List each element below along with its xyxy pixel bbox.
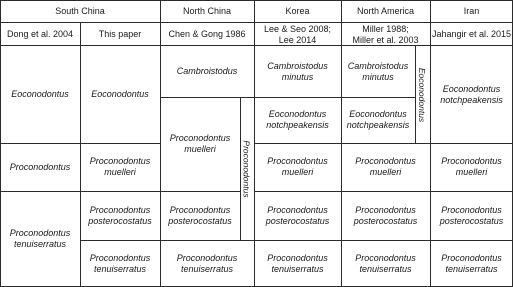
zone-na-notchpeakensis-species: notchpeakensis bbox=[346, 120, 410, 130]
zone-nc-muelleri-genus: Proconodontus bbox=[169, 133, 231, 143]
zone-na-posterocostatus bbox=[341, 191, 430, 240]
zone-dong-eoconodontus: Eoconodontus bbox=[11, 89, 69, 99]
zone-kr-minutus-species: minutus bbox=[281, 71, 314, 82]
zone-nc-proconodontus-vertical bbox=[240, 97, 254, 240]
zone-kr-minutus-genus: Cambroistodus bbox=[267, 60, 328, 71]
zone-tp-muelleri bbox=[80, 143, 160, 191]
region-header-north-america: North America bbox=[356, 6, 415, 16]
zone-na-minutus-genus: Cambroistodus bbox=[347, 60, 409, 71]
source-header-na-line-1: Miller 1988; bbox=[362, 23, 409, 34]
zone-na-muelleri bbox=[341, 143, 430, 191]
source-header-korea-line-2: Lee 2014 bbox=[278, 34, 317, 45]
region-header-korea: Korea bbox=[285, 6, 310, 16]
source-header-this-paper: This paper bbox=[98, 29, 142, 39]
zone-na-minutus-species: minutus bbox=[362, 71, 394, 82]
zone-ir-tenuiserratus-genus: Proconodontus bbox=[441, 252, 502, 263]
zone-dong-proconodontus: Proconodontus bbox=[9, 161, 71, 172]
zone-nc-tenuiserratus bbox=[160, 240, 254, 287]
zone-tp-muelleri-genus: Proconodontus bbox=[89, 156, 151, 166]
zone-tp-muelleri-species: muelleri bbox=[104, 167, 136, 177]
zone-tp-posterocostatus-genus: Proconodontus bbox=[89, 204, 151, 215]
zone-kr-notchpeakensis bbox=[254, 97, 341, 143]
zone-dong-tenuiserratus bbox=[0, 191, 80, 287]
source-header-dong: Dong et al. 2004 bbox=[6, 29, 74, 39]
zone-kr-muelleri-species: muelleri bbox=[281, 167, 314, 177]
zone-na-notchpeakensis bbox=[341, 97, 415, 143]
zone-tp-posterocostatus-species: posterocostatus bbox=[88, 215, 152, 226]
zone-dong-tenuiserratus-species: tenuiserratus bbox=[13, 239, 67, 249]
zone-ir-posterocostatus-genus: Proconodontus bbox=[441, 204, 502, 215]
source-header-korea-line-1: Lee & Seo 2008; bbox=[263, 23, 332, 34]
zone-na-tenuiserratus-genus: Proconodontus bbox=[355, 252, 416, 263]
zone-ir-muelleri-species: muelleri bbox=[455, 167, 488, 177]
zone-ir-tenuiserratus-species: tenuiserratus bbox=[445, 263, 498, 274]
zone-kr-notchpeakensis-species: notchpeakensis bbox=[266, 120, 329, 130]
zone-na-notchpeakensis-genus: Eoconodontus bbox=[349, 109, 407, 119]
zone-ir-tenuiserratus bbox=[430, 240, 513, 287]
zone-tp-posterocostatus bbox=[80, 191, 160, 240]
zone-nc-posterocostatus-genus: Proconodontus bbox=[169, 204, 231, 215]
zone-ir-posterocostatus bbox=[430, 191, 513, 240]
zone-nc-cambroistodus: Cambroistodus bbox=[176, 66, 238, 76]
zone-dong-tenuiserratus-genus: Proconodontus bbox=[9, 228, 71, 238]
zone-kr-minutus bbox=[254, 46, 341, 97]
zone-na-muelleri-species: muelleri bbox=[369, 167, 402, 177]
zone-ir-notchpeakensis bbox=[430, 46, 513, 143]
zone-ir-notchpeakensis-genus: Eoconodontus bbox=[442, 83, 501, 94]
zone-tp-eoconodontus: Eoconodontus bbox=[91, 89, 149, 99]
zone-na-tenuiserratus-species: tenuiserratus bbox=[359, 263, 412, 274]
source-header-korea bbox=[254, 23, 341, 46]
zone-nc-tenuiserratus-genus: Proconodontus bbox=[176, 252, 238, 263]
zone-na-posterocostatus-species: posterocostatus bbox=[353, 215, 418, 226]
source-header-north-america bbox=[341, 23, 430, 46]
zone-ir-muelleri-genus: Proconodontus bbox=[441, 156, 502, 166]
zone-na-posterocostatus-genus: Proconodontus bbox=[355, 204, 416, 215]
zone-ir-notchpeakensis-species: notchpeakensis bbox=[440, 94, 503, 105]
region-header-north-china: North China bbox=[182, 6, 232, 16]
region-header-iran: Iran bbox=[463, 6, 480, 16]
zone-nc-posterocostatus bbox=[160, 191, 240, 240]
zone-nc-muelleri-species: muelleri bbox=[184, 144, 216, 154]
zone-na-eoconodontus-vertical bbox=[415, 46, 430, 143]
source-header-na-line-2: Miller et al. 2003 bbox=[352, 34, 419, 45]
zone-ir-muelleri bbox=[430, 143, 513, 191]
zone-kr-tenuiserratus bbox=[254, 240, 341, 287]
zone-na-tenuiserratus bbox=[341, 240, 430, 287]
zone-ir-posterocostatus-species: posterocostatus bbox=[439, 215, 504, 226]
zone-tp-tenuiserratus-genus: Proconodontus bbox=[89, 252, 151, 263]
zone-tp-tenuiserratus-species: tenuiserratus bbox=[93, 263, 147, 274]
zone-na-eoconodontus-vertical-text: Eoconodontus bbox=[417, 67, 428, 122]
zone-kr-muelleri-genus: Proconodontus bbox=[267, 156, 328, 166]
zone-kr-posterocostatus-species: posterocostatus bbox=[265, 215, 330, 226]
zone-nc-proconodontus-vertical-text: Proconodontus bbox=[242, 139, 252, 198]
zone-na-muelleri-genus: Proconodontus bbox=[355, 156, 416, 166]
source-header-jahangir: Jahangir et al. 2015 bbox=[431, 29, 512, 39]
zone-nc-muelleri bbox=[160, 97, 240, 191]
zone-tp-tenuiserratus bbox=[80, 240, 160, 287]
source-header-chen-gong: Chen & Gong 1986 bbox=[168, 29, 246, 39]
region-header-south-china: South China bbox=[55, 6, 105, 16]
zone-kr-posterocostatus bbox=[254, 191, 341, 240]
zone-kr-muelleri bbox=[254, 143, 341, 191]
zone-nc-tenuiserratus-species: tenuiserratus bbox=[180, 263, 234, 274]
zone-kr-tenuiserratus-species: tenuiserratus bbox=[271, 263, 324, 274]
zone-kr-posterocostatus-genus: Proconodontus bbox=[267, 204, 328, 215]
zone-kr-notchpeakensis-genus: Eoconodontus bbox=[268, 109, 327, 119]
zone-na-minutus bbox=[341, 46, 415, 97]
zone-kr-tenuiserratus-genus: Proconodontus bbox=[267, 252, 328, 263]
zone-nc-posterocostatus-species: posterocostatus bbox=[168, 215, 232, 226]
